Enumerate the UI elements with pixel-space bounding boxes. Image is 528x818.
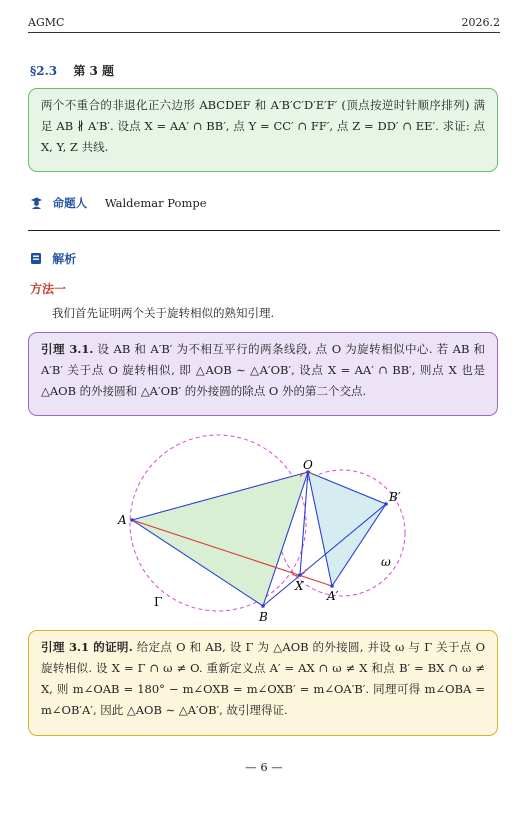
- problem-box: [28, 88, 498, 172]
- header-left: AGMC: [28, 16, 65, 29]
- header-right: 2026.2: [461, 16, 500, 29]
- problem-text: 两个不重合的非退化正六边形 ABCDEF 和 A′B′C′D′E′F′ (顶点按逆时针顺序排列) 满足 AB ∦ A′B′. 设点 X = AA′ ∩ BB′, 点 Y = CC′ ∩ FF′, 点 Z = DD′ ∩ EE′. 求证: 点 X, Y, Z 共线.: [41, 98, 485, 154]
- label-B: B: [259, 610, 268, 624]
- label-Ap: A′: [327, 589, 339, 603]
- method-title: 方法一: [30, 282, 67, 296]
- page-number: — 6 —: [245, 760, 283, 774]
- point-A: [130, 518, 134, 522]
- label-gamma: Γ: [154, 595, 163, 609]
- header-rule: [28, 32, 500, 33]
- solution-heading: [30, 250, 76, 268]
- book-icon: [30, 252, 42, 268]
- point-B: [261, 604, 265, 608]
- label-Bp: B′: [389, 490, 401, 504]
- label-X: X: [295, 579, 304, 593]
- proof-text: 给定点 O 和 AB, 设 Γ 为 △AOB 的外接圆, 并设 ω 与 Γ 关于点 O 旋转相似. 设 X = Γ ∩ ω ≠ O. 重新定义点 A′ = AX ∩ ω ≠ X 和点 B′ = BX ∩ ω ≠ X, 则 m∠OAB = 180° − m∠OXB = m∠OXB′ = m∠OA′B′. 同理可得 m∠OBA = m∠OB′A′, 因此 △AOB ∼ △A′OB′, 故引理得证.: [41, 640, 485, 717]
- geometry-figure: [110, 428, 410, 626]
- point-Ap: [330, 584, 334, 588]
- section-heading: [30, 62, 114, 79]
- section-number: §2.3: [30, 64, 58, 78]
- author-icon: [30, 196, 43, 212]
- label-O: O: [303, 458, 313, 472]
- section-title: 第 3 题: [73, 64, 115, 78]
- section-rule: [28, 230, 500, 231]
- intro-text: 我们首先证明两个关于旋转相似的熟知引理.: [52, 306, 275, 320]
- author-line: [30, 195, 207, 212]
- author-label: 命题人: [52, 196, 88, 210]
- solution-label: 解析: [52, 252, 77, 266]
- lemma-box: [28, 332, 498, 416]
- author-name: Waldemar Pompe: [104, 196, 207, 210]
- proof-title: 引理 3.1 的证明.: [41, 640, 133, 654]
- point-Bp: [384, 502, 388, 506]
- label-A: A: [118, 513, 127, 527]
- proof-box: [28, 630, 498, 736]
- triangle-AOB: [132, 472, 308, 606]
- lemma-title: 引理 3.1.: [41, 342, 94, 356]
- triangle-ApOBp: [308, 472, 386, 586]
- point-X: [298, 573, 302, 577]
- label-omega: ω: [381, 555, 391, 569]
- lemma-text: 设 AB 和 A′B′ 为不相互平行的两条线段, 点 O 为旋转相似中心. 若 AB 和 A′B′ 关于点 O 旋转相似, 即 △AOB ∼ △A′OB′, 设点 X = AA′ ∩ BB′, 则点 X 也是 △AOB 的外接圆和 △A′OB′ 的外接圆的除点 O 外的第二个交点.: [41, 342, 486, 398]
